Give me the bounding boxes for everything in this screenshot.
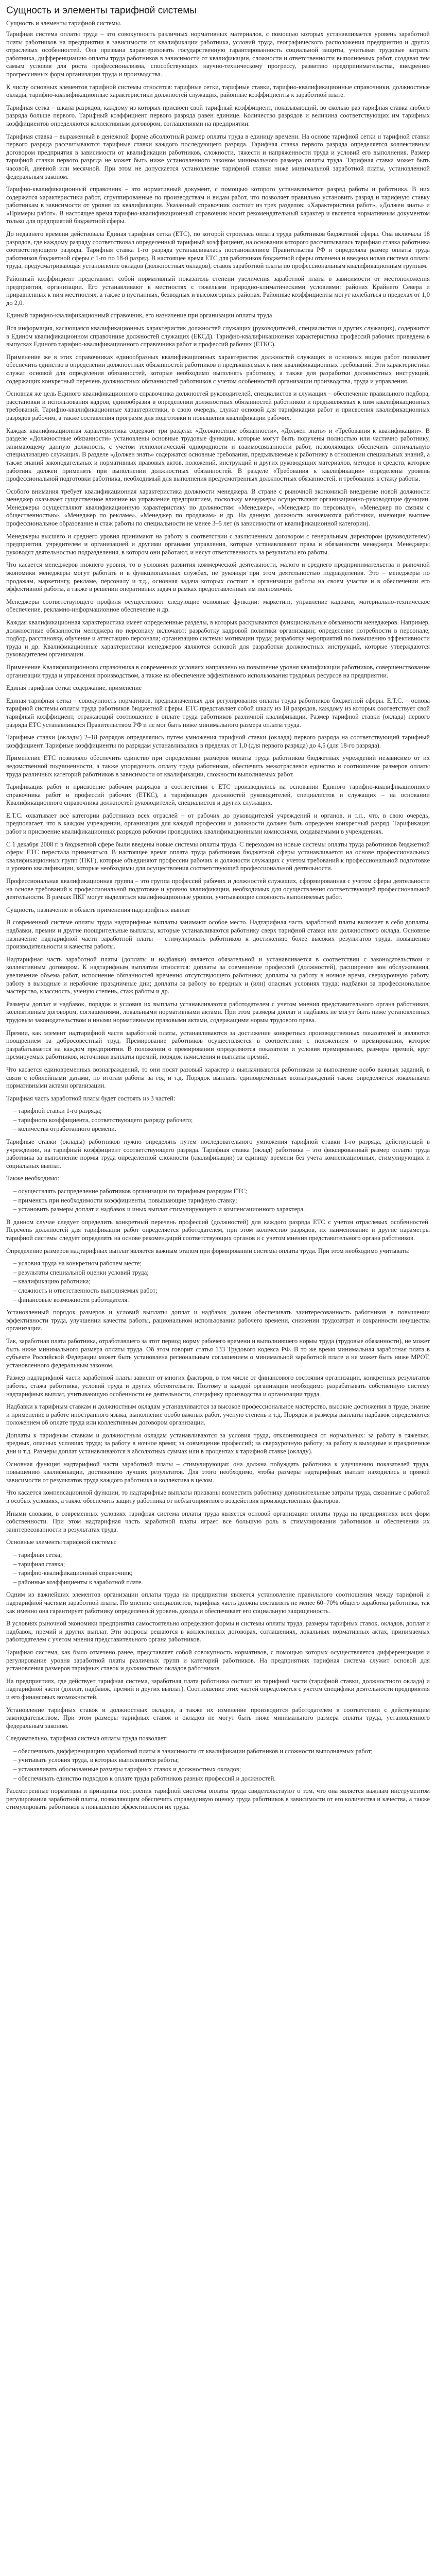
article-paragraph: Премии, как элемент надтарифной части заработной платы, устанавливаются за достижение конкретных производственных показателей и являются поощрением за добросовестный труд. Премирование работников осуществляется в соответствии с положением о премировании, которое разрабатывается на каждом предприятии. В положении о премировании определяются показатели и условия премирования, размеры премий, круг премируемых работников, источники выплаты премий, порядок начисления и выплаты премий. — [6, 1029, 430, 1061]
article-paragraph: Сущность, назначение и область применения надтарифных выплат — [6, 906, 190, 913]
article-paragraph: Размеры доплат и надбавок, порядок и условия их выплаты устанавливаются работодателем с учетом мнения представительного органа работников, коллективным договором, соглашениями, локальными нормативными актами. При этом размеры доплат и надбавок не могут быть ниже установленных трудовым законодательством и иными нормативными правовыми актами, содержащими нормы трудового права. — [6, 1000, 430, 1024]
article-paragraph: С 1 декабря 2008 г. в бюджетной сфере были введены новые системы оплаты труда. С переходом на новые системы оплаты труда работников бюджетной сферы ЕТС перестала применяться. В настоящее время оплата труда работников бюджетной сферы устанавливается на основе профессиональных квалификационных групп (ПКГ), которые объединяют профессии рабочих и должности служащих с учетом требований к профессиональной подготовке и уровню квалификации, которые необходимы для осуществления соответствующей профессиональной деятельности. — [6, 840, 430, 872]
article-paragraph: К числу основных элементов тарифной системы относятся: тарифные сетки, тарифные ставки, тарифно-квалификационные справочники, должностные оклады, тарифно-квалификационные характеристики должностей служащих, районные коэффициенты к заработной плате. — [6, 83, 430, 99]
article-paragraph: Тарифная часть заработной платы будет состоять из 3 частей: — [6, 1094, 176, 1102]
list-item: – финансовые возможности работодателя. — [13, 1296, 129, 1303]
article-paragraph: На предприятиях, где действует тарифная система, заработная плата работника состоит из тарифной части (тарифной ставки, должностного оклада) и надтарифной части (доплат, надбавок, премий и других выплат). Соотношение этих частей определяется с учетом специфики деятельности предприятия и его финансовых возможностей. — [6, 1677, 430, 1701]
article-paragraph: Доплаты к тарифным ставкам и должностным окладам устанавливаются за условия труда, отклоняющиеся от нормальных: за работу в тяжелых, вредных, опасных условиях труда; за работу в ночное время; за совмещение профессий; за сверхурочную работу; за работу в выходные и праздничные дни и т.д. Размеры доплат устанавливаются в абсолютных суммах или в процентах к тарифной ставке (окладу). — [6, 1431, 430, 1455]
article-paragraph: В данном случае следует определить конкретный перечень профессий (должностей) для каждого разряда ЕТС с учетом отраслевых особенностей. Перечень должностей для тарификации работ определяется работодателем, при этом количество разрядов, их наименование и другие параметры тарифной системы следует определять на основе рекомендаций соответствующих органов и с учетом мнения представительного органа работников. — [6, 1218, 430, 1242]
article-paragraph: Районный коэффициент представляет собой нормативный показатель степени увеличения заработной платы в зависимости от местоположения предприятия, организации. Его устанавливают в местностях с тяжелыми природно-климатическими условиями: районах Крайнего Севера и приравненных к ним местностях, а также в пустынных, безводных и высокогорных районах. Районные коэффициенты могут колебаться в пределах от 1,0 до 2,0. — [6, 275, 430, 307]
article-paragraph: Одним из важнейших элементов организации оплаты труда на предприятии является установление правильного соотношения между тарифной и надтарифной частями заработной платы. По мнению специалистов, тарифная часть должна составлять не менее 60–70% общего заработка работника, так как именно она гарантирует работнику определенный уровень дохода и обеспечивает его социальную защищенность. — [6, 1591, 430, 1615]
article-paragraph: Применение же в этих справочниках единообразных квалификационных характеристик должностей служащих и основных видов работ позволяет обеспечить единство в определении должностных обязанностей работников и предъявляемых к ним квалификационных требований. Эти характеристики служат основой для определения обязанностей, которые необходимо выполнять работнику, а также для разработки должностных инструкций, содержащих конкретный перечень должностных обязанностей работников с учетом особенностей организации производства, труда и управления. — [6, 353, 430, 385]
article-paragraph: Тарифная система оплаты труда – это совокупность различных нормативных материалов, с помощью которых устанавливается уровень заработной платы работников на предприятии в зависимости от квалификации работника, условий труда, географического расположения предприятия и других отраслевых особенностей. Она призвана характеризовать государственную гарантированность социальной защиты, учитывая трудовые затраты работника, дифференциацию оплаты труда работников в зависимости от квалификации, сложности и ответственности выполняемых работ, создавая тем самым условия для роста профессионализма, способствующих научно-техническому прогрессу, развитию предпринимательства, внедрению прогрессивных форм организации труда и производства. — [6, 30, 430, 78]
list-item: – применять при необходимости коэффициенты, повышающие тарифную ставку; — [13, 1196, 237, 1204]
article-paragraph: Единая тарифная сетка – совокупность нормативов, предназначенных для регулирования оплаты труда работников бюджетной сферы. Е.Т.С. – основа тарифной системы оплаты труда работников бюджетной сферы. ЕТС представляет собой шкалу из 18 разрядов, каждому из которых соответствует свой тарифный коэффициент, отражающий соотношение в оплате труда работников различной квалификации. Размер тарифной ставки (оклада) первого разряда ЕТС устанавливался Правительством РФ и не мог быть ниже минимального размера оплаты труда. — [6, 697, 430, 728]
article-body — [6, 30, 430, 1811]
article-paragraph: Применение Квалификационного справочника в современных условиях направлено на повышение уровня квалификации работников, совершенствование организации труда и управления производством, а также на обеспечение эффективного использования трудовых ресурсов на предприятии. — [6, 663, 430, 679]
list-item: – установить размеры доплат и надбавок и иных выплат стимулирующего и компенсационного характера. — [13, 1206, 305, 1213]
article-paragraph: Тарифная ставка – выраженный в денежной форме абсолютный размер оплаты труда в единицу времени. На основе тарифной сетки и тарифной ставки первого разряда рассчитываются тарифные ставки каждого последующего разряда. Тарифная ставка первого разряда определяется коллективным договором предприятия в зависимости от квалификации работников, сложности, тяжести и напряженности труда и условий его выполнения. Размер тарифной ставки первого разряда не может быть ниже установленного законом минимального размера оплаты труда. Тарифная ставка может быть часовой, дневной или месячной. При этом не допускается установление тарифной ставки ниже минимальной заработной платы, установленной федеральным законом. — [6, 132, 430, 180]
article-paragraph: Что касается менеджеров нижнего уровня, то в условиях развития коммерческой деятельности, малого и среднего предпринимательства и рыночной экономики менеджеры могут работать и в функциональных службах, не руководя при этом деятельностью подразделения. Это – менеджеры по продажам, маркетингу, рекламе, персоналу и т.д., основная задача которых состоит в организации работы на своем участке и в обеспечении его эффективной работы, а также в решении оперативных задач в рамках предоставленных им полномочий. — [6, 561, 430, 593]
article-paragraph: Следовательно, тарифная система оплаты труда позволяет: — [6, 1735, 168, 1742]
article-paragraph: Менеджеры соответствующего профиля осуществляют следующие основные функции: маркетинг, управление кадрами, материально-техническое обеспечение, рекламно-информационное обеспечение и др. — [6, 598, 430, 614]
list-item: – осуществлять распределение работников организации по тарифным разрядам ЕТС; — [13, 1188, 248, 1195]
list-item: – количества отработанного времени. — [13, 1125, 116, 1133]
article-paragraph: Так, заработная плата работника, отработавшего за этот период норму рабочего времени и выполнившего нормы труда (трудовые обязанности), не может быть ниже минимального размера оплаты труда. Об этом говорит статья 133 Трудового кодекса РФ. В то же время минимальная заработная плата в субъекте Российской Федерации может быть установлена региональным соглашением о минимальной заработной плате и не может быть ниже МРОТ, установленного федеральным законом. — [6, 1337, 430, 1369]
article-paragraph: Единый тарифно-квалификационный справочник, его назначение при организации оплаты труда — [6, 312, 272, 319]
page-subtitle: Сущность и элементы тарифной системы. — [6, 20, 122, 27]
article-paragraph: Тарифные ставки (оклады) 2–18 разрядов определялись путем умножения тарифной ставки (оклада) первого разряда на соответствующий тарифный коэффициент. Тарифные коэффициенты по разрядам устанавливались в пределах от 1,0 (для первого разряда) до 4,5 (для 18-го разряда). — [6, 734, 430, 749]
article-paragraph: Также необходимо: — [6, 1175, 59, 1182]
list-item: – устанавливать обоснованные размеры тарифных ставок и должностных окладов; — [13, 1766, 241, 1773]
article-paragraph: Тарифные ставки (оклады) работников нужно определять путем последовательного умножения тарифной ставки 1-го разряда, действующей в учреждении, на тарифный коэффициент соответствующего разряда. Тарифная ставка (оклад) работника – это фиксированный размер оплаты труда работника за выполнение нормы труда определенной сложности (квалификации) за единицу времени без учета компенсационных, стимулирующих и социальных выплат. — [6, 1138, 430, 1170]
article-paragraph: Рассмотренные нормативы и принципы построения тарифной системы оплаты труда свидетельствуют о том, что она является важным инструментом регулирования заработной платы, позволяющим обеспечить справедливую оценку труда работников в зависимости от его количества и качества, а также стимулировать работников к повышению эффективности их труда. — [6, 1787, 430, 1811]
article-paragraph: Что касается компенсационной функции, то надтарифные выплаты призваны возместить работнику дополнительные затраты труда, связанные с работой в особых условиях, а также обеспечить защиту работника от неблагоприятного воздействия производственных факторов. — [6, 1489, 430, 1505]
article-paragraph: Основная же цель Единого квалификационного справочника должностей руководителей, специалистов и служащих – обеспечение правильного подбора, расстановки и использования кадров, единообразия в определении должностных обязанностей работников и предъявляемых к ним квалификационных требований. Тарифно-квалификационные характеристики, в свою очередь, служат основой для тарификации работ и присвоения квалификационных разрядов рабочим, а также составления программ для подготовки и повышения квалификации рабочих. — [6, 390, 430, 421]
list-item: – тарифно-квалификационный справочник; — [13, 1569, 133, 1577]
article-list — [6, 1748, 430, 1783]
article-paragraph: Е.Т.С. охватывает все категории работников всех отраслей – от рабочих до руководителей учреждений и органов, и т.п., что, в свою очередь, предполагает, что в каждом учреждении, организации для каждой профессии и должности должен быть определен конкретный разряд. Тарификация работ и присвоение квалификационных разрядов рабочим проводились квалификационными комиссиями, создаваемыми в учреждениях. — [6, 811, 430, 836]
article-list — [6, 1551, 430, 1586]
article-paragraph: Применение ЕТС позволяло обеспечить единство при определении размеров оплаты труда работников бюджетных учреждений независимо от их ведомственной подчиненности, а также упорядочить оплату труда работников, обеспечить межотраслевое единство и соотношение размеров оплаты труда различных категорий работников в зависимости от квалификации, сложности выполняемых работ. — [6, 754, 430, 778]
article-paragraph: Вся информация, касающаяся квалификационных характеристик должностей служащих (руководителей, специалистов и других служащих), содержится в Едином квалификационном справочнике должностей служащих (ЕКСД). Тарифно-квалификационная характеристика профессий рабочих приведена в выпусках Единого тарифно-квалификационного справочника работ и профессий рабочих (ЕТКС). — [6, 325, 430, 348]
list-item: – тарифная ставка; — [13, 1560, 65, 1568]
article-paragraph: Установление тарифных ставок и должностных окладов, а также их изменение производится работодателем в соответствии с действующим законодательством. При этом размеры тарифных ставок и окладов не могут быть ниже минимального размера оплаты труда, установленного федеральным законом. — [6, 1706, 430, 1730]
article-paragraph: Установленный порядок размеров и условий выплаты доплат и надбавок должен обеспечивать заинтересованность работников в повышении эффективности труда, улучшении качества работы, рациональном использовании рабочего времени, снижении трудозатрат и сохранности имущества организации. — [6, 1309, 430, 1332]
list-item: – учитывать условия труда, в которых выполняются работы; — [13, 1756, 179, 1764]
article-paragraph: Тарифная система, как было отмечено ранее, представляет собой совокупность нормативов, с помощью которых осуществляется дифференциация и регулирование уровня заработной платы различных групп и категорий работников. На предприятиях тарифная система служит основой для установления размеров тарифных ставок и должностных окладов работников. — [6, 1648, 430, 1672]
article-paragraph: Профессиональная квалификационная группа – это группа профессий рабочих и должностей служащих, сформированная с учетом сферы деятельности на основе требований к профессиональной подготовке и уровню квалификации, необходимых для осуществления соответствующей профессиональной деятельности. В рамках ПКГ могут выделяться квалификационные уровни, учитывающие сложность выполняемых работ. — [6, 877, 430, 901]
article-paragraph: Что касается единовременных вознаграждений, то они носят разовый характер и выплачиваются работникам за выполнение особо важных заданий, в связи с юбилейными датами, по итогам работы за год и т.д. Порядок выплаты единовременных вознаграждений также определяется локальными нормативными актами организации. — [6, 1065, 430, 1090]
article-paragraph: Каждая квалификационная характеристика содержит три раздела: «Должностные обязанности», «Должен знать» и «Требования к квалификации». В разделе «Должностные обязанности» установлены основные трудовые функции, которые могут быть поручены полностью или частично работнику, занимающему данную должность, с учетом технологической однородности и взаимосвязанности работ, позволяющих обеспечить оптимальную специализацию служащих. В разделе «Должен знать» содержатся основные требования, предъявляемые к работнику в отношении специальных знаний, а также знаний законодательных и нормативных правовых актов, положений, инструкций и других руководящих материалов, методов и средств, которые работник должен применять при выполнении должностных обязанностей. В разделе «Требования к квалификации» определены уровень профессиональной подготовки работника, необходимый для выполнения предусмотренных должностных обязанностей, и требования к стажу работы. — [6, 427, 430, 483]
article-paragraph: Надтарифная часть заработной платы (доплаты и надбавки) является обязательной и устанавливается в соответствии с законодательством и коллективным договором. К надтарифным выплатам относятся: доплаты за совмещение профессий (должностей), расширение зон обслуживания, увеличение объема работ, исполнение обязанностей временно отсутствующего работника; доплаты за работу в ночное время, сверхурочную работу, работу в выходные и нерабочие праздничные дни; доплаты за работу во вредных и (или) опасных условиях труда; надбавки за профессиональное мастерство, классность, ученую степень, стаж работы и др. — [6, 955, 430, 995]
list-item: – тарифная сетка; — [13, 1551, 62, 1558]
article-paragraph: Каждая квалификационная характеристика имеет определенные разделы, в которых раскрываются функциональные обязанности менеджеров. Например, должностные обязанности менеджера по персоналу включают: разработку кадровой политики организации; определение потребности в персонале; подбор, расстановку, обучение и аттестацию персонала; организацию системы мотивации труда; разработку мероприятий по повышению эффективности труда и др. Квалификационные характеристики менеджеров являются основой для разработки должностных инструкций, которые утверждаются руководителем организации. — [6, 619, 430, 658]
list-item: – квалификацию работника; — [13, 1278, 91, 1285]
article-paragraph: До недавнего времени действовала Единая тарифная сетка (ЕТС), по которой строилась оплата труда работников бюджетной сферы. Она включала 18 разрядов, где каждому разряду соответствовал определенный тарифный коэффициент, на основании которого рассчитывалась тарифная ставка работника соответствующего разряда. Тарифная ставка 1-го разряда устанавливалась постановлением Правительства РФ и определяла размер оплаты труда работников бюджетной сферы с 1-го по 18-й разряд. В настоящее время ЕТС для работников бюджетной сферы отменена и введена новая система оплаты труда, предусматривающая установление окладов (должностных окладов), ставок заработной платы по профессиональным квалификационным группам. — [6, 230, 430, 270]
list-item: – результаты специальной оценки условий труда; — [13, 1268, 149, 1276]
article-paragraph: Надбавки к тарифным ставкам и должностным окладам устанавливаются за высокое профессиональное мастерство, высокие достижения в труде, знание и применение в работе иностранного языка, выполнение особо важных работ, ученую степень и т.д. Порядок и размеры выплаты надбавок определяются положением об оплате труда или коллективным договором организации. — [6, 1403, 430, 1427]
article-paragraph: В условиях рыночной экономики предприятия самостоятельно определяют формы и системы оплаты труда, размеры тарифных ставок, окладов, доплат и надбавок, премий и других выплат. Эти вопросы решаются в коллективных договорах, соглашениях, локальных нормативных актах, принимаемых работодателем с учетом мнения представительного органа работников. — [6, 1620, 430, 1643]
article-paragraph: Основная функция надтарифной части заработной платы – стимулирующая: она должна побуждать работника к улучшению показателей труда, повышению квалификации, достижению лучших результатов. Для этого необходимо, чтобы размеры надтарифных выплат находились в прямой зависимости от результатов труда каждого работника и коллектива в целом. — [6, 1460, 430, 1484]
article-paragraph: Менеджеры высшего и среднего уровня принимают на работу в соответствии с заключенным договором с генеральным директором (руководителем) предприятия, учредителем и организацией и другими органами управления, которые устанавливают права и обязанности менеджера. Менеджеры руководят деятельностью подразделения, в котором они работают, и несут ответственность за результаты его работы. — [6, 532, 430, 556]
list-item: – районные коэффициенты к заработной плате. — [13, 1578, 143, 1586]
article-list — [6, 1260, 430, 1304]
article-paragraph: Тарифная сетка – шкала разрядов, каждому из которых присвоен свой тарифный коэффициент, показывающий, во сколько раз тарифная ставка любого разряда больше первого. Тарифный коэффициент первого разряда равен единице. Количество разрядов и величина соответствующих им тарифных коэффициентов определяются коллективным договором, соглашениями на предприятии. — [6, 104, 430, 127]
article-list — [6, 1188, 430, 1214]
list-item: – условия труда на конкретном рабочем месте; — [13, 1260, 142, 1267]
list-item: – тарифной ставки 1-го разряда; — [13, 1107, 102, 1115]
article-paragraph: В современной системе оплаты труда надтарифные выплаты занимают особое место. Надтарифная часть заработной платы включает в себя доплаты, надбавки, премии и другие поощрительные выплаты, которые устанавливаются работнику сверх тарифной ставки или должностного оклада. Основное назначение надтарифной части заработной платы – стимулировать работников к достижению более высоких результатов труда, повышению производительности и качества работы. — [6, 919, 430, 951]
list-item: – тарифного коэффициента, соответствующего разряду рабочего; — [13, 1116, 193, 1124]
article-paragraph: Иными словами, в современных условиях тарифная система оплаты труда является основой организации оплаты труда на предприятиях всех форм собственности. При этом надтарифная часть заработной платы играет все большую роль в стимулировании работников и обеспечении их заинтересованности в результатах труда. — [6, 1510, 430, 1533]
article-paragraph: Особого внимания требует квалификационная характеристика должности менеджера. В стране с рыночной экономикой внедрение новой должности менеджер оказывает существенное влияние на управление предприятием, поскольку менеджеры осуществляют организационно-руководящие функции. Менеджеры осуществляют квалификационную характеристику по должностям: «Менеджер», «Менеджер по персоналу», «Менеджер по связям с общественностью», «Менеджер по рекламе», «Менеджер по продажам» и др. На данную должность назначаются работники, имеющие высшее профессиональное образование и стаж работы по специальности не менее 3–5 лет (в зависимости от квалификационной категории). — [6, 487, 430, 528]
list-item: – сложность и ответственность выполняемых работ; — [13, 1286, 158, 1294]
article-paragraph: Основные элементы тарифной системы: — [6, 1538, 117, 1546]
article-paragraph: Размер надтарифной части заработной платы зависит от многих факторов, в том числе от финансового состояния организации, конкретных результатов работы, стажа работника, условий труда и других обстоятельств. Поэтому в каждой организации необходимо разрабатывать собственную систему надтарифных выплат, учитывающую особенности ее деятельности, специфику производства и организации труда. — [6, 1374, 430, 1398]
article-paragraph: Определение размеров надтарифных выплат является важным этапом при формировании системы оплаты труда. При этом необходимо учитывать: — [6, 1247, 410, 1255]
article-paragraph: Тарификация работ и присвоение рабочим разрядов в соответствии с ЕТС производились на основании Единого тарифно-квалификационного справочника работ и профессий рабочих (ЕТКС), а тарификация должностей руководителей, специалистов и служащих – на основании Квалификационного справочника должностей руководителей, специалистов и других служащих. — [6, 783, 430, 807]
list-item: – обеспечивать дифференциацию заработной платы в зависимости от квалификации работников и сложности выполняемых работ; — [13, 1747, 373, 1755]
list-item: – обеспечивать единство подходов к оплате труда работников разных профессий и должностей. — [13, 1774, 276, 1782]
article-paragraph: Единая тарифная сетка: содержание, применение — [6, 684, 142, 692]
article-paragraph: Тарифно-квалификационный справочник – это нормативный документ, с помощью которого устанавливается разряд работы и работника. В них содержатся характеристики работ, сгруппированные по производствам и видам работ, что позволяет правильно установить разряд и тарифную ставку работникам в зависимости от уровня их квалификации. Указанный справочник состоит из трех разделов: «Характеристика работ», «Должен знать» и «Примеры работ». В настоящее время тарифно-квалификационный справочник носит рекомендательный характер и является нормативным документом только для предприятий бюджетной сферы. — [6, 185, 430, 225]
page-title: Сущность и элементы тарифной системы — [6, 5, 197, 16]
article-list — [6, 1107, 430, 1133]
